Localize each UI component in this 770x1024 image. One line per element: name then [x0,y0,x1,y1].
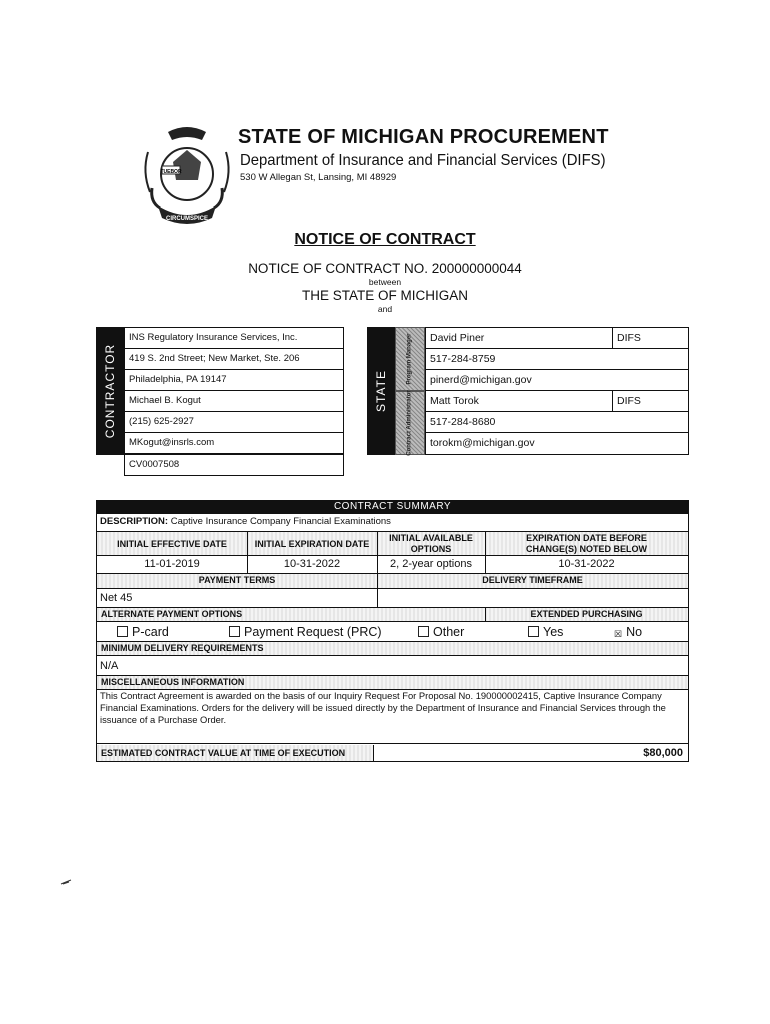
prc-label: Payment Request (PRC) [244,625,382,639]
rule [97,675,688,676]
no-label: No [626,625,643,639]
notice-number: NOTICE OF CONTRACT NO. 200000000044 [248,261,522,276]
col-header-options: INITIAL AVAILABLE OPTIONS [377,531,485,555]
rule [97,621,688,622]
payment-terms-value: Net 45 [100,592,133,604]
summary-title: CONTRACT SUMMARY [96,500,689,514]
min-delivery-value: N/A [100,660,119,672]
summary-description [100,516,685,532]
min-delivery-header: MINIMUM DELIVERY REQUIREMENTS [97,641,688,655]
rule [97,641,688,642]
est-value-label: ESTIMATED CONTRACT VALUE AT TIME OF EXECUTION [97,745,374,761]
extended-purchasing-header: EXTENDED PURCHASING [485,607,688,621]
value-expiration-date: 10-31-2022 [283,558,341,570]
option-prc[interactable] [229,625,382,639]
contract-admin-label: Contract Administrator [406,390,413,456]
page-title: STATE OF MICHIGAN PROCUREMENT [238,126,609,148]
pcard-label: P-card [132,625,169,639]
contract-admin-phone: 517-284-8680 [425,411,689,433]
state-label: STATE [374,370,388,412]
contractor-city: Philadelphia, PA 19147 [124,369,344,391]
pen-mark-icon [60,872,72,878]
option-no[interactable] [614,625,642,639]
value-available-options: 2, 2-year options [390,558,472,570]
contractor-label: CONTRACTOR [103,343,117,439]
yes-label: Yes [543,625,564,639]
contract-admin-label-box [395,391,425,455]
col-header-effective: INITIAL EFFECTIVE DATE [97,531,247,555]
prc-checkbox[interactable] [229,626,240,637]
alt-payment-header: ALTERNATE PAYMENT OPTIONS [97,607,485,621]
payment-terms-header: PAYMENT TERMS [97,573,377,588]
program-manager-label-box [395,327,425,391]
description-value: Captive Insurance Company Financial Examinations [170,516,391,527]
misc-info-text: This Contract Agreement is awarded on the basis of our Inquiry Request For Proposal No. 190000002415, Captive Insurance Company Financial Examinations. Orders for the delivery will be issued directly by the Department of Insurance and Financial Services through the issuance of a Purchase Order. [100,690,666,725]
misc-info-header: MISCELLANEOUS INFORMATION [97,675,688,689]
pcard-checkbox[interactable] [117,626,128,637]
rule [97,743,688,744]
rule [377,531,378,607]
rule [247,531,248,573]
contractor-phone: (215) 625-2927 [124,411,344,433]
contractor-vendor-id: CV0007508 [124,454,344,476]
rule [97,689,688,690]
delivery-timeframe-header: DELIVERY TIMEFRAME [377,573,688,588]
program-manager-phone: 517-284-8759 [425,348,689,370]
program-manager-agency: DIFS [612,327,689,349]
and-text: and [377,304,393,314]
contract-admin-name: Matt Torok [425,390,613,412]
description-label: DESCRIPTION: [100,516,169,527]
contract-admin-agency: DIFS [612,390,689,412]
est-value-amount: $80,000 [643,747,683,759]
rule [97,573,688,574]
contractor-street: 419 S. 2nd Street; New Market, Ste. 206 [124,348,344,370]
rule [485,607,486,621]
option-yes[interactable] [528,625,563,639]
rule [97,555,688,556]
col-header-expiration: INITIAL EXPIRATION DATE [247,531,377,555]
yes-checkbox[interactable] [528,626,539,637]
contractor-label-bar [96,327,124,455]
seal-banner-text: CIRCUMSPICE [165,216,209,222]
rule [97,655,688,656]
between-text: between [368,277,402,287]
other-label: Other [433,625,465,639]
program-manager-email: pinerd@michigan.gov [425,369,689,391]
state-party: THE STATE OF MICHIGAN [301,288,468,303]
notice-heading: NOTICE OF CONTRACT [294,231,476,248]
program-manager-name: David Piner [425,327,613,349]
rule [97,607,688,608]
contractor-name: INS Regulatory Insurance Services, Inc. [124,327,344,349]
contract-admin-email: torokm@michigan.gov [425,432,689,455]
department-name: Department of Insurance and Financial Services (DIFS) [240,152,606,169]
seal-motto: TUEBOR [160,169,182,175]
col-header-exp-before-change: EXPIRATION DATE BEFORE CHANGE(S) NOTED BELOW [485,531,688,555]
state-label-bar [367,327,395,455]
value-effective-date: 11-01-2019 [144,558,200,570]
contractor-email: MKogut@insrls.com [124,432,344,454]
no-checkbox[interactable]: ☒ [614,629,623,639]
state-seal-icon [138,122,236,230]
other-checkbox[interactable] [418,626,429,637]
option-other[interactable] [418,625,464,639]
contractor-contact: Michael B. Kogut [124,390,344,412]
rule [97,588,688,589]
value-exp-before-change: 10-31-2022 [558,558,615,570]
department-address: 530 W Allegan St, Lansing, MI 48929 [240,172,397,183]
program-manager-label: Program Manager [406,333,413,385]
option-pcard[interactable] [117,625,169,639]
rule [485,531,486,573]
